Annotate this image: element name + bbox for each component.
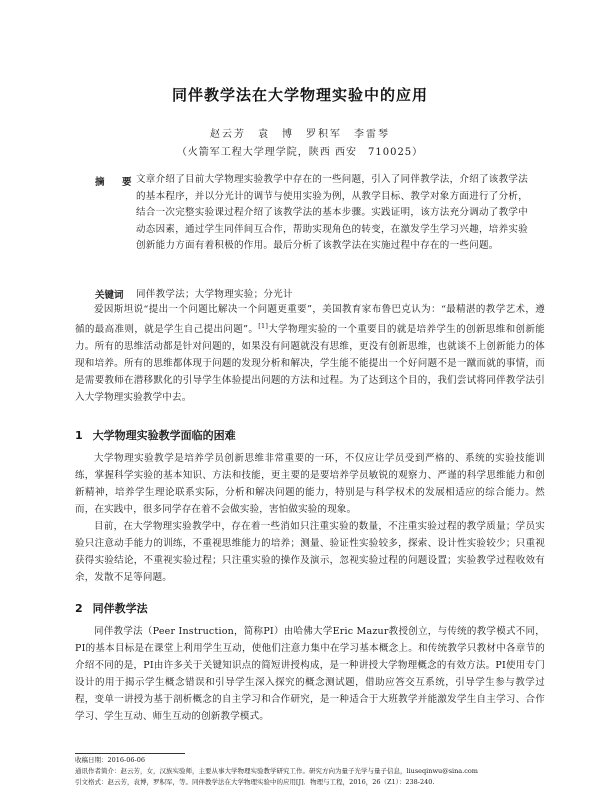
- section-number: 1: [75, 429, 83, 442]
- section2-paragraph-1: 同伴教学法（Peer Instruction，简称PI）由哈佛大学Eric Mazur教授创立，与传统的教学模式不同，PI的基本目标是在课堂上利用学生互动，使他们注意力集中在学习基本概念上。和传统教学只教材中各章节的介绍不同的是，PI由许多关于关键知识点的简短讲授构成，是一种讲授大学物理概念的有效方法。PI使用专门设计的用于揭示学生概念错误和引导学生深入探究的概念测试题，借助应答交互系统，引导学生参与教学过程，变单一讲授为基于剖析概念的自主学习和合作研究，是一种适合于大班教学并能激发学生自主学习、合作学习、学生互动、师生互动的创新教学模式。: [75, 626, 545, 722]
- abstract-label: 摘 要: [95, 177, 136, 188]
- intro-text-cont: 大学物理实验的一个重要目的就是培养学生的创新思维和创新能力。所有的思维活动都是针对问题的，如果没有问题就没有思维，更没有创新思维，也就谈不上创新能力的体现和培养。所有的思维都体现于问题的发现分析和解决，学生能不能提出一个好问题不是一蹴而就的事情，而是需要教师在潜移默化的引导学生体验提出问题的方法和过程。为了达到这个目的，我们尝试将同伴教学法引入大学物理实验教学中去。: [75, 324, 545, 404]
- section-heading-1: [75, 427, 236, 443]
- section-number: 2: [75, 602, 83, 615]
- abstract-text: 文章介绍了目前大学物理实验教学中存在的一些问题，引入了同伴教学法，介绍了该教学法的基本程序，并以分光计的调节与使用实验为例，从教学目标、教学对象方面进行了分析，结合一次完整实验课过程介绍了该教学法的基本步骤。实践证明，该方法充分调动了教学中动态因素，通过学生同伴间互合作，帮助实现角色的转变，在激发学生学习兴趣，培养实验创新能力方面有着积极的作用。最后分析了该教学法在实施过程中存在的一些问题。: [136, 174, 529, 251]
- section1-paragraph-2: 目前，在大学物理实验教学中，存在着一些消如只注重实验的数量，不注重实验过程的教学质量；学员实验只注意动手能力的训练，不重视思维能力的培养；测量、验证性实验较多，探索、设计性实验较少；只重视获得实验结论，不重视实验过程；只注重实验的操作及演示，忽视实验过程的问题设置；实验教学过程收效有余，发散不足等问题。: [75, 521, 545, 583]
- section-heading-2: [75, 600, 148, 616]
- section-title: 大学物理实验教学面临的困难: [92, 429, 236, 442]
- footnote-author: 通讯作者简介：赵云芳，女，汉族实验师，主要从事大学物理实验教学研究工作。研究方向为量子光学与量子信息，liuseqinwu@sina.com: [75, 767, 478, 775]
- footnote-divider: [75, 753, 185, 754]
- footnote-citation: 引文格式：赵云芳，袁博，罗积军，等。同伴教学法在大学物理实验中的应用[J]．物理与工程，2016，26（Z1）：238-240.: [75, 778, 435, 786]
- footnote-received: 收稿日期：2016-06-06: [75, 756, 145, 764]
- intro-text: 爱因斯坦说“提出一个问题比解决一个问题更重要”，美国教育家布鲁巴克认为：“最精湛的教学艺术，遵循的最高准则，就是学生自己提出问题”。: [75, 304, 545, 336]
- section-title: 同伴教学法: [92, 602, 148, 615]
- paper-title: 同伴教学法在大学物理实验中的应用: [171, 86, 428, 104]
- section1-paragraph-1: 大学物理实验教学是培养学员创新思维非常重要的一环，不仅应让学员受到严格的、系统的实验技能训练，掌握科学实验的基本知识、方法和技能，更主要的是要培养学员敏锐的观察力、严谨的科学思维能力和创新精神，培养学生理论联系实际，分析和解决问题的能力，特别是与科学权术的发展相适应的综合能力。然而，在实践中，很多同学存在着不会做实验，害怕做实验的现象。: [75, 453, 545, 515]
- author-list: 赵云芳 袁 博 罗积军 李雷琴: [210, 129, 390, 140]
- section1-body: [75, 450, 545, 586]
- affiliation: （火箭军工程大学理学院，陕西 西安 710025）: [176, 147, 424, 158]
- keywords-label: 关键词: [95, 290, 124, 301]
- intro-paragraph: [75, 301, 545, 406]
- keywords-text: 同伴教学法；大学物理实验；分光计: [136, 289, 293, 300]
- citation-ref: [1]: [258, 322, 269, 330]
